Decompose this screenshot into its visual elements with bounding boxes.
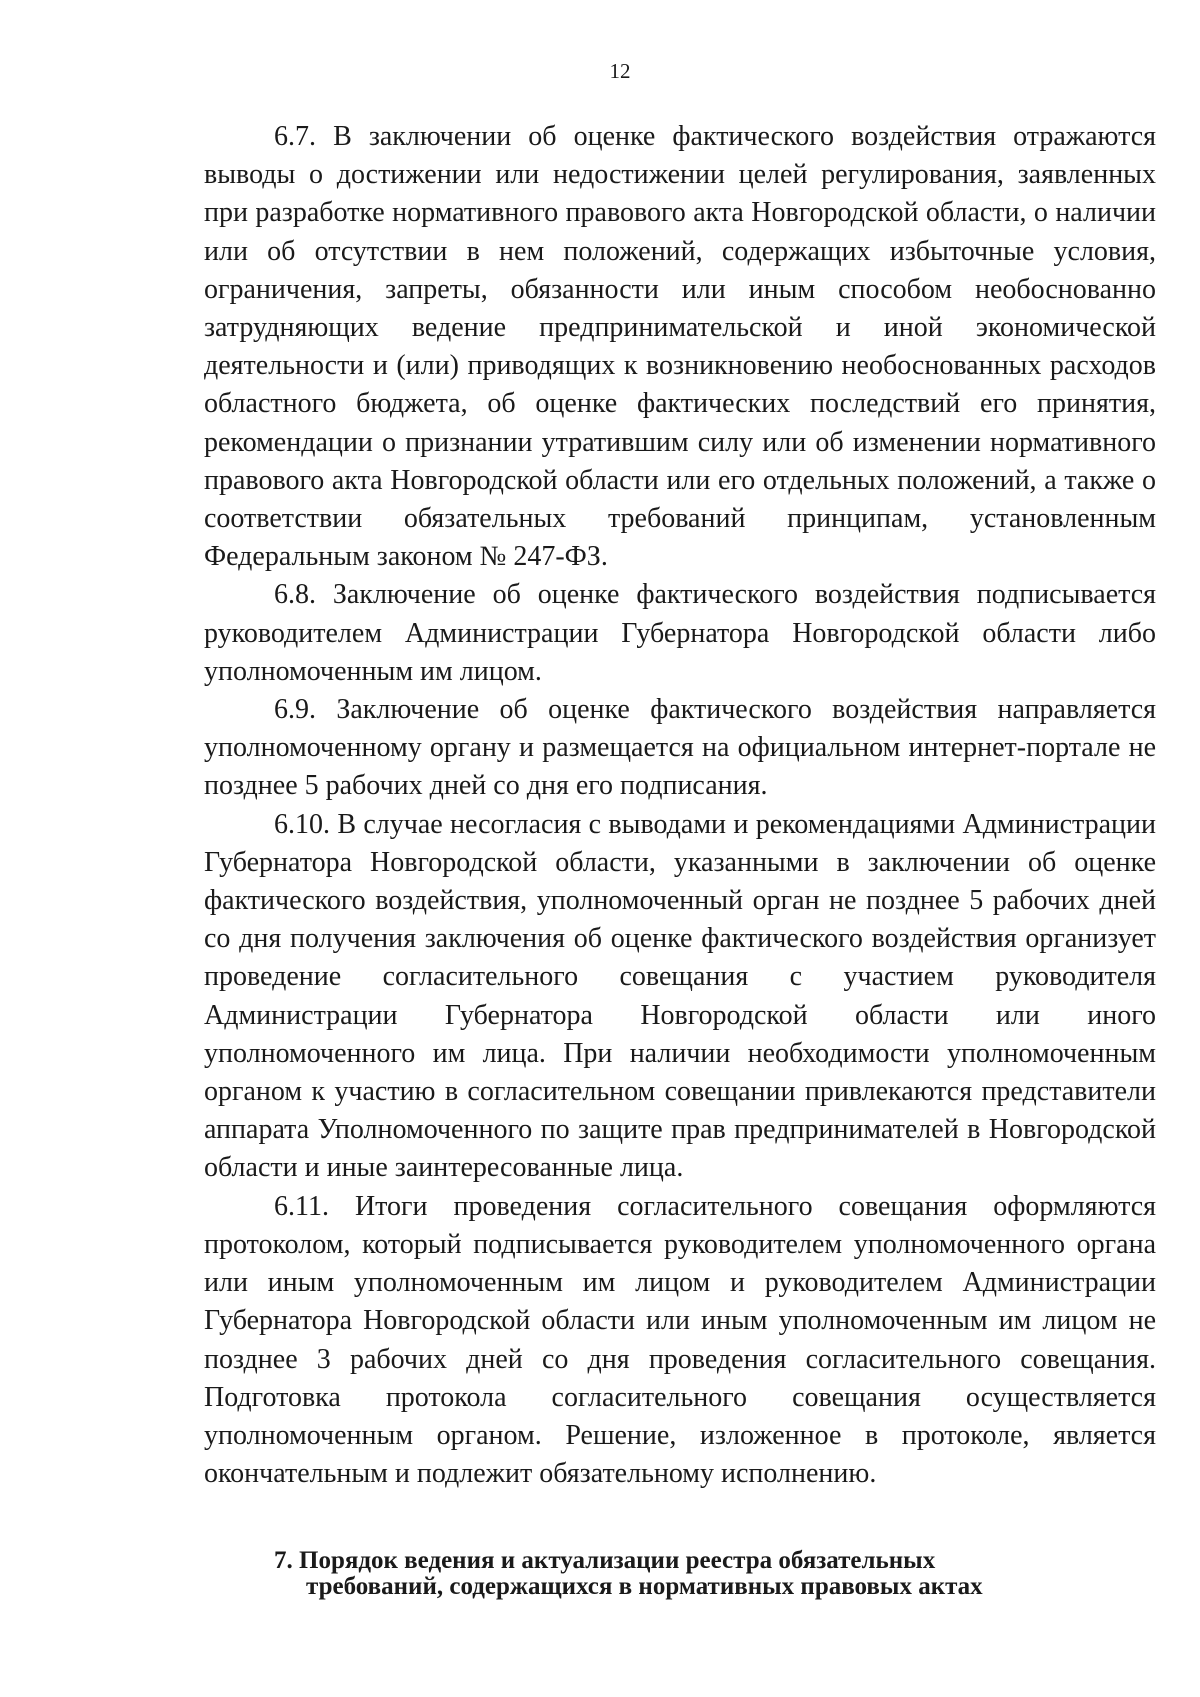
paragraph-6-8: 6.8. Заключение об оценке фактического воздействия подписывается руководителем Администрации Губернатора Новгородской области либо уполномоченным им лицом. (204, 579, 1156, 687)
section-heading-line-1: 7. Порядок ведения и актуализации реестра обязательных (274, 1547, 936, 1574)
paragraph-6-9: 6.9. Заключение об оценке фактического воздействия направляется уполномоченному органу и размещается на официальном интернет-портале не позднее 5 рабочих дней со дня его подписания. (204, 694, 1156, 802)
page-number: 12 (609, 59, 631, 83)
section-heading-line-2: требований, содержащихся в нормативных правовых актах (306, 1573, 983, 1600)
section-7-heading (204, 1548, 1156, 1600)
paragraph-6-11: 6.11. Итоги проведения согласительного совещания оформляются протоколом, который подписывается руководителем уполномоченного органа или иным уполномоченным им лицом и руководителем Администрации Губернатора Новгородской области или иным уполномоченным им лицом не позднее 3 рабочих дней со дня проведения согласительного совещания. Подготовка протокола согласительного совещания осуществляется уполномоченным органом. Решение, изложенное в протоколе, является окончательным и подлежит обязательному исполнению. (204, 1190, 1156, 1490)
paragraph-6-7: 6.7. В заключении об оценке фактического воздействия отражаются выводы о достижении или недостижении целей регулирования, заявленных при разработке нормативного правового акта Новгородской области, о наличии или об отсутствии в нем положений, содержащих избыточные условия, ограничения, запреты, обязанности или иным способом необоснованно затрудняющих ведение предпринимательской и иной экономической деятельности и (или) приводящих к возникновению необоснованных расходов областного бюджета, об оценке фактических последствий его принятия, рекомендации о признании утратившим силу или об изменении нормативного правового акта Новгородской области или его отдельных положений, а также о соответствии обязательных требований принципам, установленным Федеральным законом № 247-ФЗ. (204, 121, 1156, 573)
paragraph-6-10: 6.10. В случае несогласия с выводами и рекомендациями Администрации Губернатора Новгородской области, указанными в заключении об оценке фактического воздействия, уполномоченный орган не позднее 5 рабочих дней со дня получения заключения об оценке фактического воздействия организует проведение согласительного совещания с участием руководителя Администрации Губернатора Новгородской области или иного уполномоченного им лица. При наличии необходимости уполномоченным органом к участию в согласительном совещании привлекаются представители аппарата Уполномоченного по защите прав предпринимателей в Новгородской области и иные заинтересованные лица. (204, 808, 1156, 1184)
document-body (204, 118, 1156, 1493)
